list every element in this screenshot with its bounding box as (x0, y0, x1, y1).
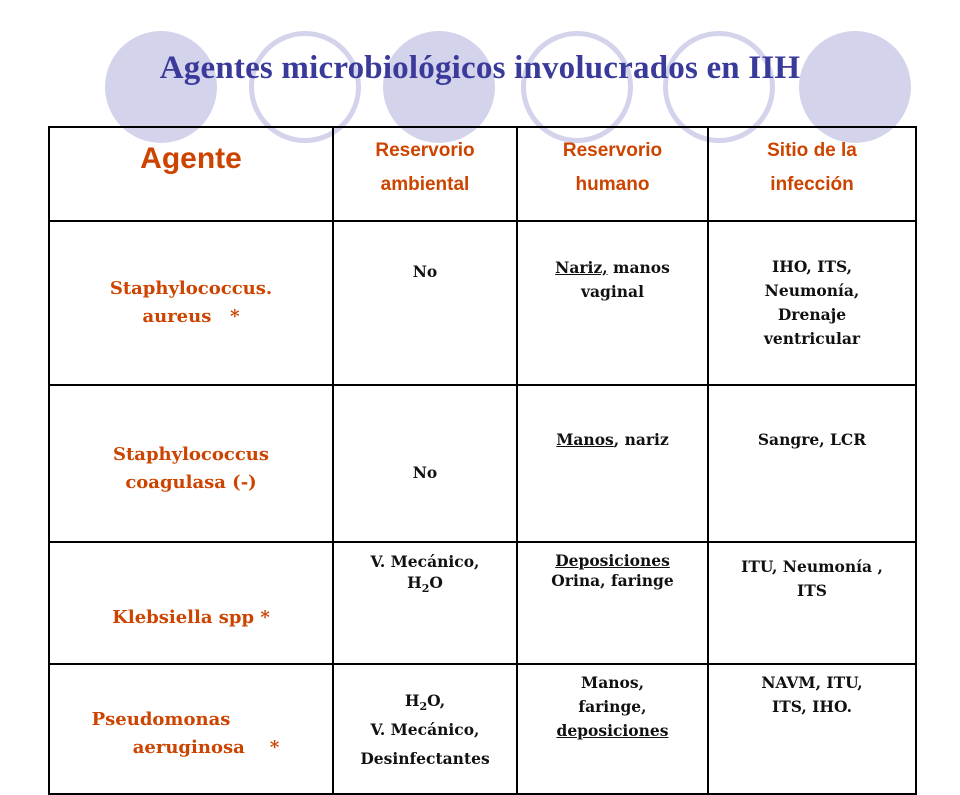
infection-site-cell: IHO, ITS, Neumonía, Drenaje ventricular (708, 221, 916, 385)
header-env-reservoir: Reservorio ambiental (333, 127, 517, 221)
table-row (49, 385, 916, 542)
slide-title: Agentes microbiológicos involucrados en IIH (159, 50, 801, 86)
agent-cell: Staphylococcus. aureus * (49, 221, 333, 385)
header-agent: Agente (49, 127, 333, 221)
table-row (49, 221, 916, 385)
infection-site-cell: NAVM, ITU, ITS, IHO. (708, 664, 916, 794)
agent-cell: Pseudomonas aeruginosa * (49, 664, 333, 794)
agent-cell: Staphylococcus coagulasa (-) (49, 385, 333, 542)
human-reservoir-cell: Nariz, manos vaginal (517, 221, 708, 385)
env-reservoir-cell: No (333, 385, 517, 542)
header-human-reservoir: Reservorio humano (517, 127, 708, 221)
table-header-row (49, 127, 916, 221)
table-row (49, 664, 916, 794)
infection-site-cell: Sangre, LCR (708, 385, 916, 542)
human-reservoir-cell: Manos, faringe, deposiciones (517, 664, 708, 794)
env-reservoir-cell: V. Mecánico, $H_2O$ (333, 542, 517, 664)
human-reservoir-cell: Deposiciones Orina, faringe (517, 542, 708, 664)
agents-table (48, 126, 917, 795)
agent-cell: Klebsiella spp * (49, 542, 333, 664)
infection-site-cell: ITU, Neumonía , ITS (708, 542, 916, 664)
env-reservoir-cell: No (333, 221, 517, 385)
human-reservoir-cell: Manos, nariz (517, 385, 708, 542)
header-infection-site: Sitio de la infección (708, 127, 916, 221)
env-reservoir-cell: $H_2O$, V. Mecánico, Desinfectantes (333, 664, 517, 794)
table-row (49, 542, 916, 664)
